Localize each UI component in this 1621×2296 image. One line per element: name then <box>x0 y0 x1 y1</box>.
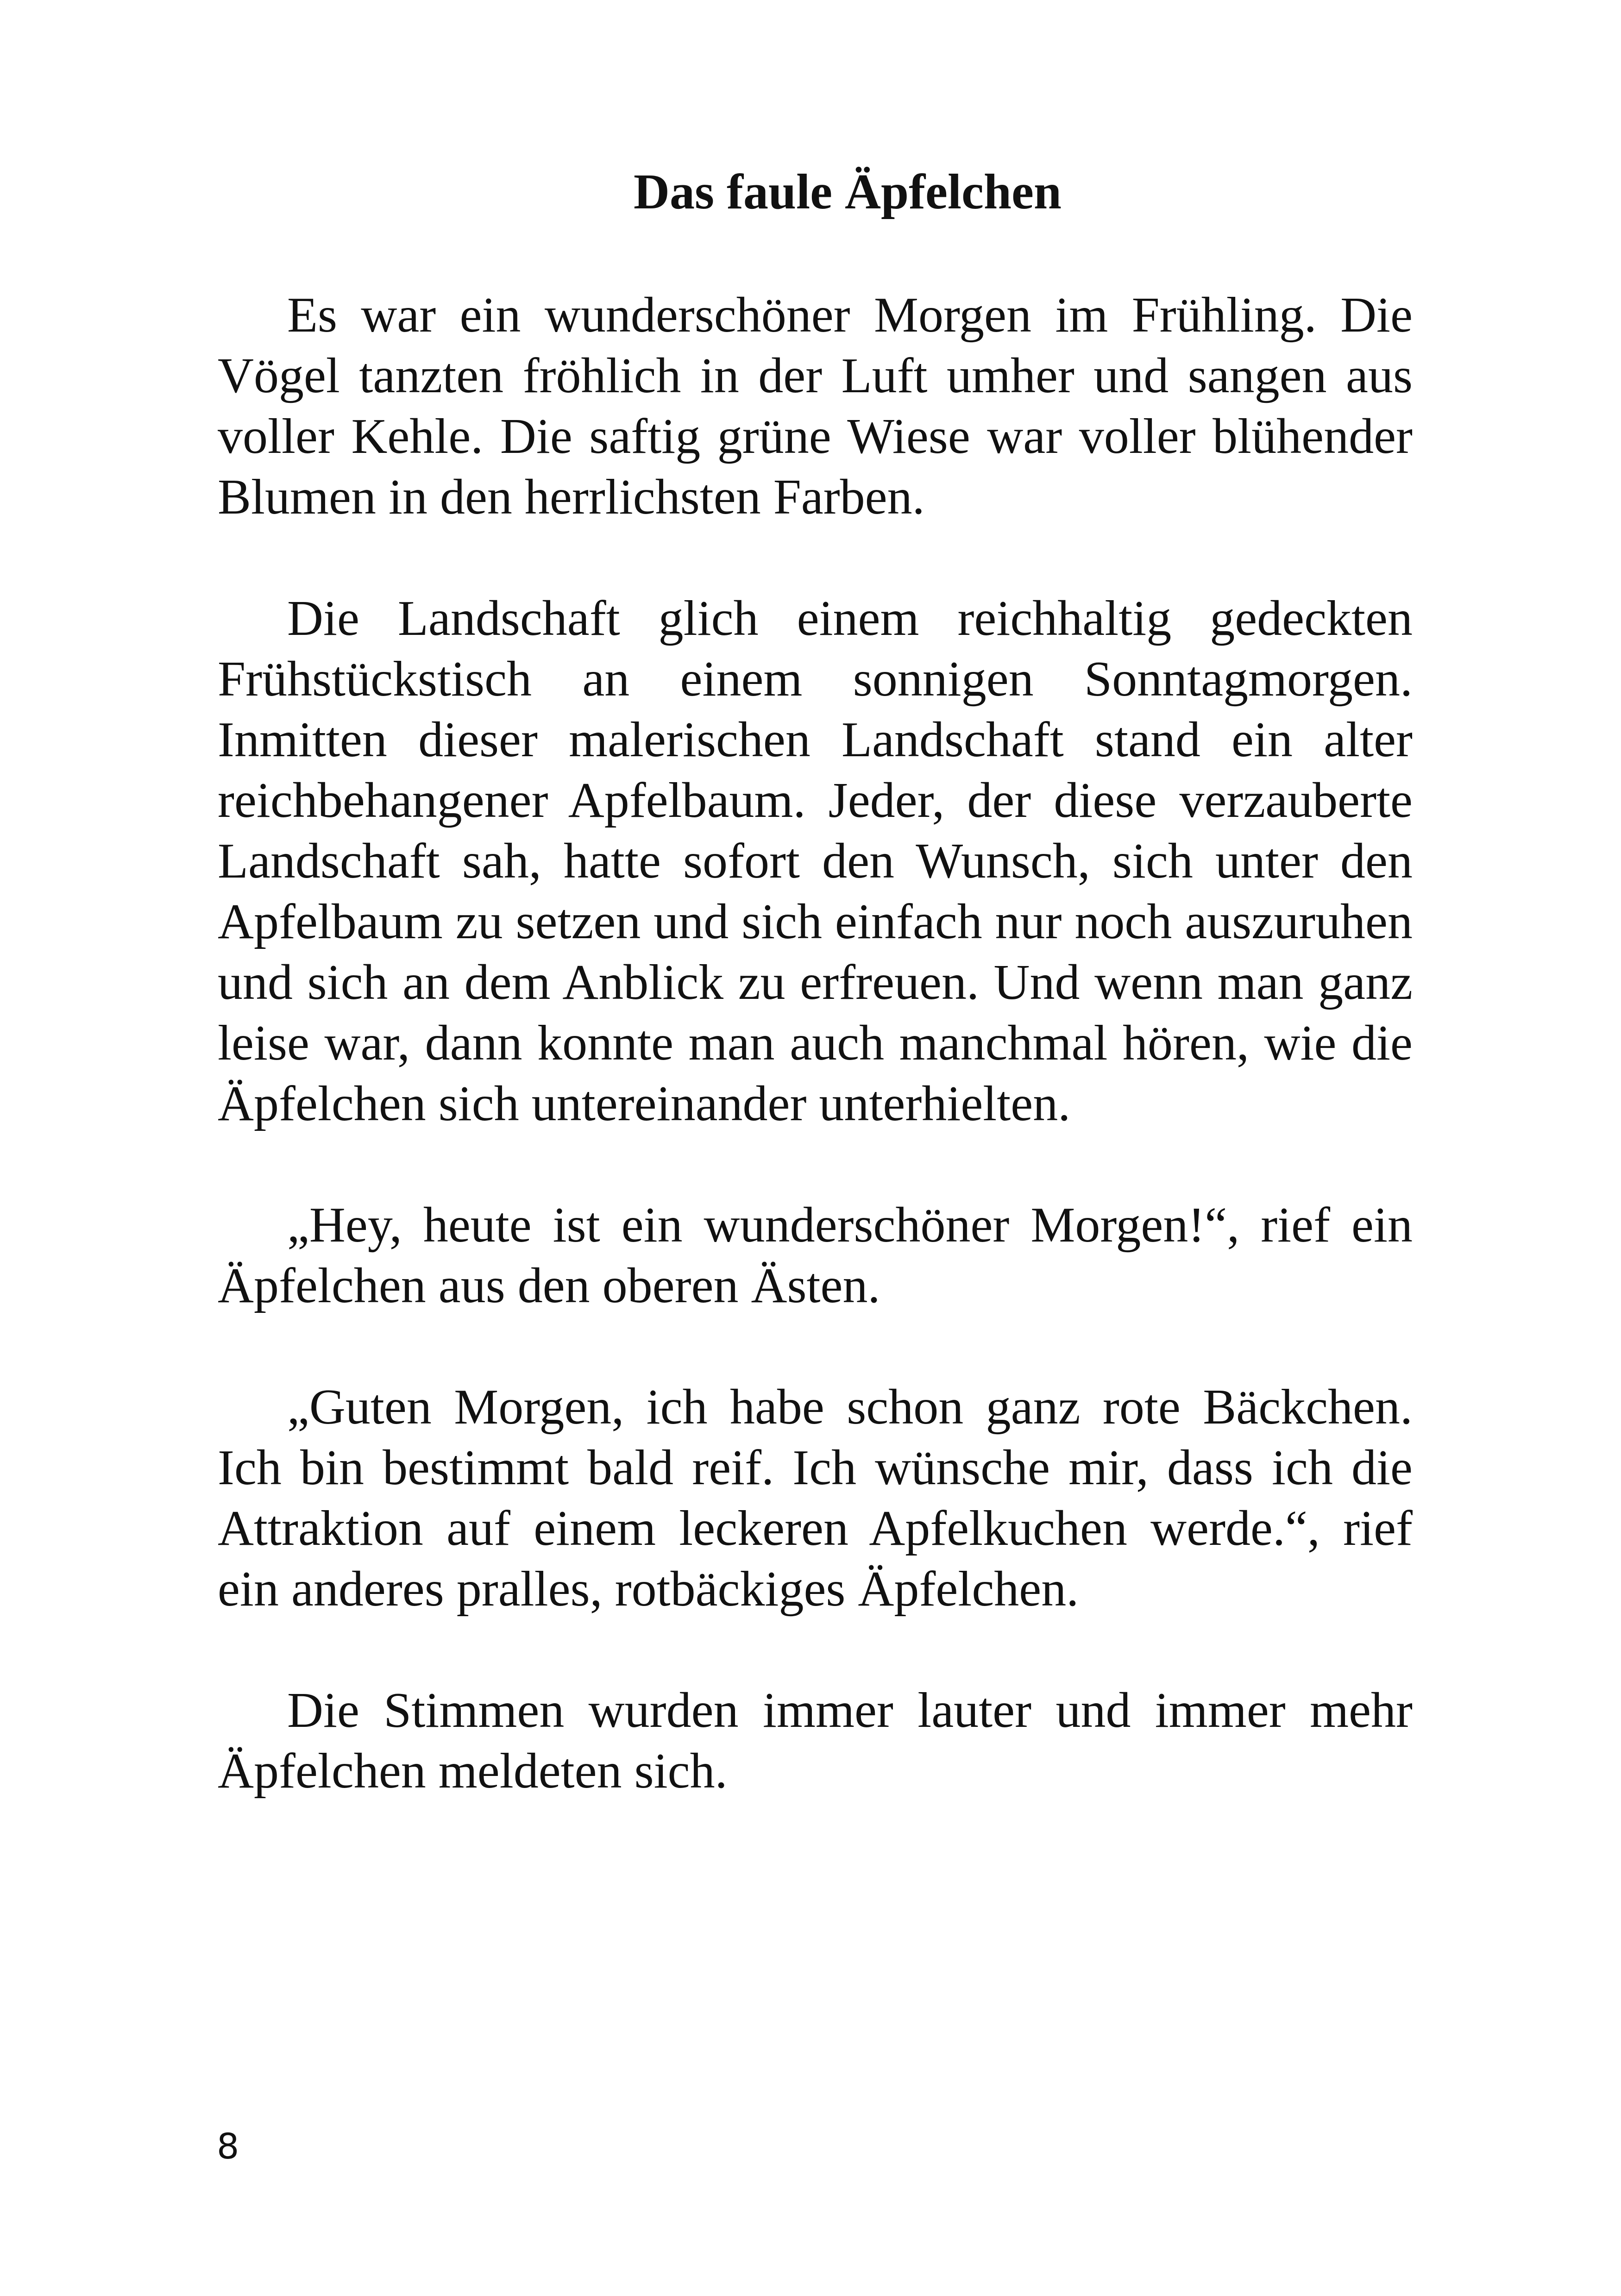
paragraph-1: Es war ein wunderschöner Morgen im Frühling. Die Vögel tanzten fröhlich in der Luft umher und sangen aus voller Kehle. Die saftig grüne Wiese war voller blühender Blumen in den herrlichsten Farben. <box>218 288 1413 525</box>
paragraph-2: Die Landschaft glich einem reichhaltig gedeckten Frühstückstisch an einem sonnigen Sonntagmorgen. Inmitten dieser malerischen Landschaft stand ein alter reichbehangener Apfelbaum. Jeder, der diese verzauberte Landschaft sah, hatte sofort den Wunsch, sich unter den Apfelbaum zu setzen und sich einfach nur noch auszuruhen und sich an dem Anblick zu erfreuen. Und wenn man ganz leise war, dann konnte man auch manchmal hören, wie die Äpfelchen sich untereinander unterhielten. <box>218 591 1413 1131</box>
page-number: 8 <box>217 2126 239 2167</box>
chapter-body <box>218 285 1413 1862</box>
chapter-title: Das faule Äpfelchen <box>634 164 1062 220</box>
paragraph-4: „Guten Morgen, ich habe schon ganz rote Bäckchen. Ich bin bestimmt bald reif. Ich wünsche mir, dass ich die Attraktion auf einem leckeren Apfelkuchen werde.“, rief ein anderes pralles, rotbäckiges Äpfelchen. <box>218 1380 1413 1617</box>
paragraph-3: „Hey, heute ist ein wunderschöner Morgen!“, rief ein Äpfelchen aus den oberen Ästen. <box>218 1198 1413 1313</box>
paragraph-5: Die Stimmen wurden immer lauter und immer mehr Äpfelchen meldeten sich. <box>218 1683 1413 1799</box>
